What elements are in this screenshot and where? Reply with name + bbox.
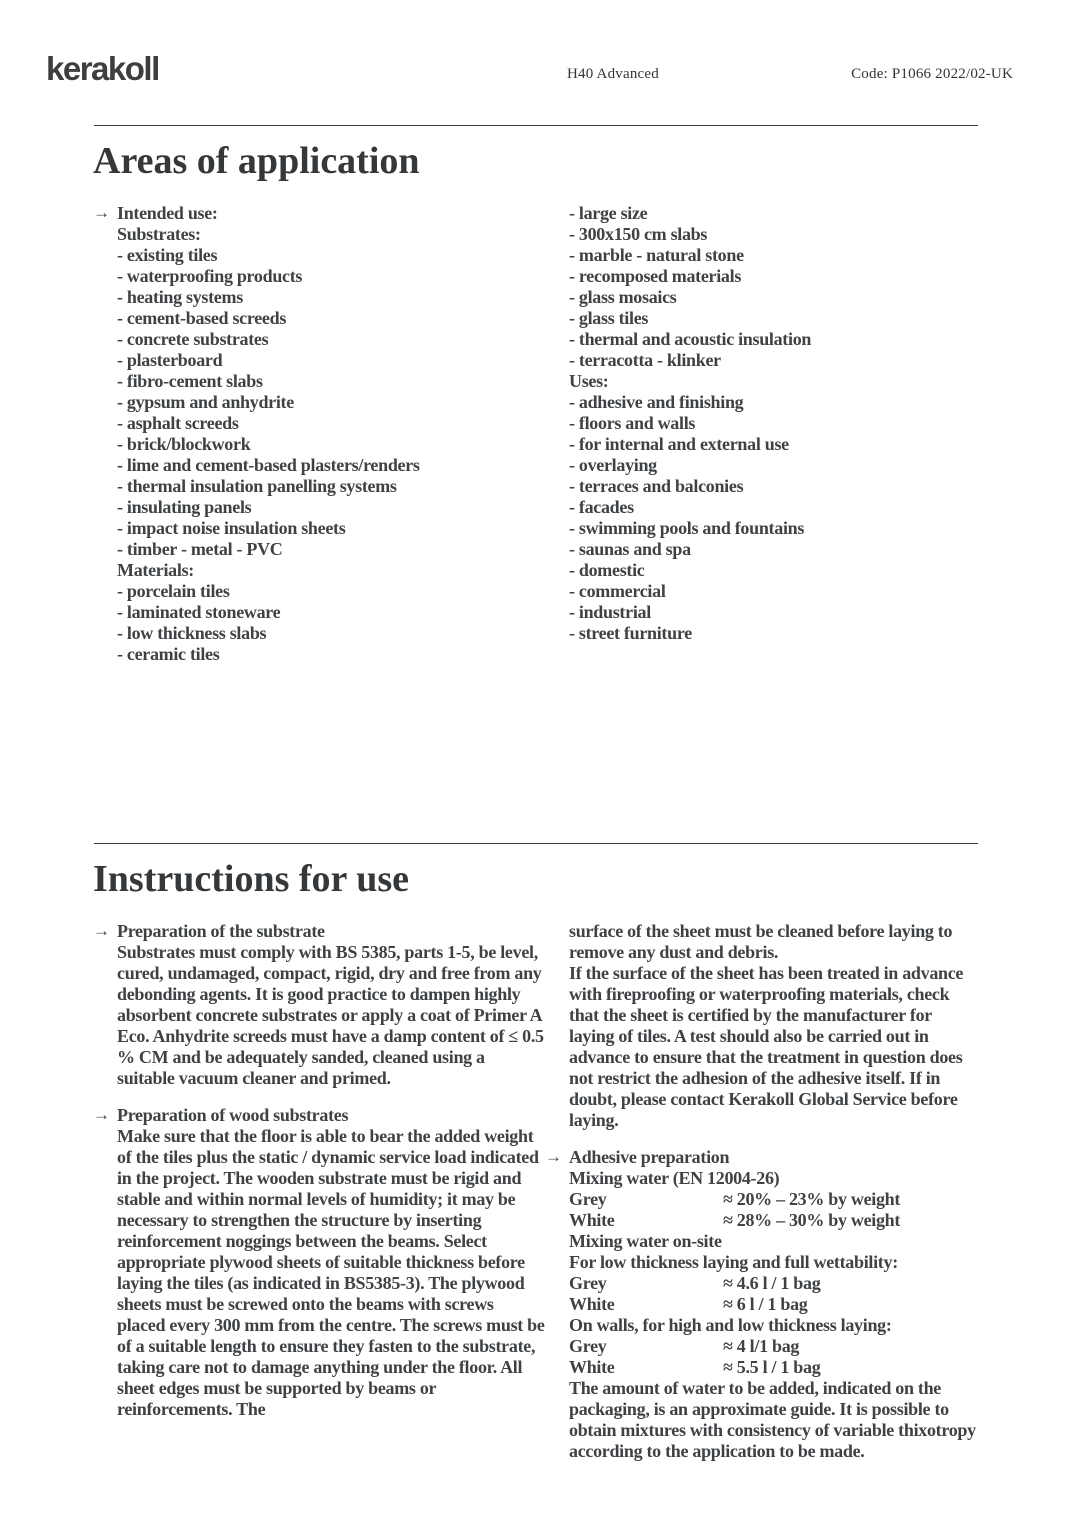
list-line-text: - ceramic tiles [117,644,220,664]
list-line [93,308,545,329]
list-line [93,287,545,308]
ratio-value: ≈ 4 l/1 bag [723,1336,800,1356]
list-line [93,266,545,287]
block-heading: Preparation of the substrate [117,921,325,941]
block-paragraph: The amount of water to be added, indicated on the packaging, is an approximate guide. It is possible to obtain mixtures with consistency of variable thixotropy according to the application to be made. [569,1378,976,1461]
list-line [545,350,980,371]
list-line-text: - porcelain tiles [117,581,230,601]
list-line [93,518,545,539]
list-line-text: - fibro-cement slabs [117,371,263,391]
list-line [93,203,545,224]
ratio-value: ≈ 5.5 l / 1 bag [723,1357,821,1377]
list-line-text: - for internal and external use [569,434,789,454]
list-line-text: - 300x150 cm slabs [569,224,708,244]
list-line [93,224,545,245]
list-line [93,329,545,350]
list-line [545,623,980,644]
areas-right-column [545,203,980,665]
header-product-name: H40 Advanced [567,66,659,82]
list-line [545,476,980,497]
list-line [93,623,545,644]
low-thickness-heading-line: For low thickness laying and full wettability: [569,1252,898,1272]
instructions-section-title: Instructions for use [93,858,409,900]
list-line [545,539,980,560]
ratio-label: Grey [569,1273,607,1293]
list-line-text: - commercial [569,581,666,601]
wood-substrate-preparation-block [93,1105,545,1420]
list-line-text: - industrial [569,602,651,622]
list-line [545,518,980,539]
water-ratio-row [569,1294,980,1315]
list-line [545,434,980,455]
list-line-text: - facades [569,497,634,517]
list-line-text: - thermal and acoustic insulation [569,329,812,349]
list-line [93,455,545,476]
list-line [93,539,545,560]
list-line-text: - impact noise insulation sheets [117,518,346,538]
list-line-text: - recomposed materials [569,266,742,286]
arrow-icon: → [93,921,110,940]
list-line [93,581,545,602]
block-heading: Preparation of wood substrates [117,1105,349,1125]
list-line [545,203,980,224]
list-line [93,245,545,266]
list-line-text: - marble - natural stone [569,245,744,265]
ratio-label: White [569,1294,615,1314]
ratio-value: ≈ 28% – 30% by weight [723,1210,901,1230]
kerakoll-logo: kerakoll [46,50,159,87]
instructions-right-column [545,921,980,1478]
block-heading: Adhesive preparation [569,1147,730,1167]
list-line-text: - concrete substrates [117,329,269,349]
list-line [93,392,545,413]
list-line-text: - swimming pools and fountains [569,518,805,538]
instructions-left-column [93,921,545,1478]
list-line [545,287,980,308]
walls-laying-heading-line: On walls, for high and low thickness laying: [569,1315,892,1335]
list-line-text: - waterproofing products [117,266,303,286]
list-line-text: - low thickness slabs [117,623,267,643]
mixing-water-standard-line: Mixing water (EN 12004-26) [569,1168,780,1188]
instructions-columns [93,921,980,1478]
list-line-text: - plasterboard [117,350,223,370]
list-line [93,560,545,581]
list-line [545,308,980,329]
list-line [545,581,980,602]
list-line [93,644,545,665]
mixing-water-onsite-line: Mixing water on-site [569,1231,722,1251]
list-line-text: - laminated stoneware [117,602,281,622]
areas-left-column [93,203,545,665]
list-line [93,476,545,497]
areas-columns [93,203,980,665]
list-line-text: - floors and walls [569,413,696,433]
list-line [545,371,980,392]
water-ratio-row [569,1210,980,1231]
list-line [93,350,545,371]
section-divider-areas [94,125,978,126]
list-line [545,413,980,434]
list-line [545,392,980,413]
list-line [545,497,980,518]
list-line [93,602,545,623]
block-paragraph: If the surface of the sheet has been treated in advance with fireproofing or waterproofing materials, check that the sheet is certified by the manufacturer for laying of tiles. A test should also be carried out in advance to ensure that the treatment in question does not restrict the adhesion of the adhesive itself. If in doubt, please contact Kerakoll Global Service before laying. [569,963,964,1130]
list-line-text: - glass tiles [569,308,649,328]
section-divider-instructions [94,843,978,844]
list-line [545,224,980,245]
list-line [93,434,545,455]
areas-section-title: Areas of application [93,140,420,182]
ratio-label: White [569,1210,615,1230]
list-line-text: - domestic [569,560,645,580]
water-ratio-row [569,1273,980,1294]
list-line-text: - adhesive and finishing [569,392,744,412]
ratio-label: Grey [569,1336,607,1356]
ratio-value: ≈ 6 l / 1 bag [723,1294,808,1314]
arrow-icon: → [93,1105,110,1124]
list-line-text: Materials: [117,560,194,580]
list-line-text: - asphalt screeds [117,413,239,433]
substrate-preparation-block [93,921,545,1089]
list-line-text: Uses: [569,371,609,391]
list-line-text: Intended use: [117,203,218,223]
list-line-text: - heating systems [117,287,243,307]
arrow-icon: → [93,203,110,222]
list-line-text: - thermal insulation panelling systems [117,476,397,496]
adhesive-preparation-block [545,1147,980,1462]
ratio-label: White [569,1357,615,1377]
list-line-text: - cement-based screeds [117,308,287,328]
block-paragraph: Make sure that the floor is able to bear the added weight of the tiles plus the static / dynamic service load indicated in the project. The wooden substrate must be rigid and stable and within normal levels of humidity; it may be necessary to strengthen the structure by inserting reinforcement noggings between the beams. Select appropriate plywood sheets of suitable thickness before laying the tiles (as indicated in BS5385-3). The plywood sheets must be screwed onto the beams with screws placed every 300 mm from the centre. The screws must be of a suitable length to ensure they fasten to the substrate, taking care not to damage anything under the floor. All sheet edges must be supported by beams or reinforcements. The [117,1126,545,1419]
list-line-text: - terracotta - klinker [569,350,721,370]
list-line-text: - overlaying [569,455,657,475]
arrow-icon: → [545,1147,562,1166]
water-ratio-row [569,1357,980,1378]
list-line [545,602,980,623]
list-line-text: - lime and cement-based plasters/renders [117,455,420,475]
list-line-text: - terraces and balconies [569,476,744,496]
list-line-text: - glass mosaics [569,287,677,307]
list-line-text: - insulating panels [117,497,252,517]
list-line-text: - gypsum and anhydrite [117,392,294,412]
ratio-label: Grey [569,1189,607,1209]
list-line [545,560,980,581]
block-paragraph: surface of the sheet must be cleaned before laying to remove any dust and debris. [569,921,953,962]
list-line-text: - street furniture [569,623,692,643]
list-line-text: - timber - metal - PVC [117,539,283,559]
list-line-text: Substrates: [117,224,201,244]
list-line [93,497,545,518]
list-line [93,413,545,434]
sheet-surface-continuation-block [545,921,980,1131]
header-document-code: Code: P1066 2022/02-UK [851,66,1013,82]
list-line [93,371,545,392]
list-line-text: - existing tiles [117,245,218,265]
list-line [545,266,980,287]
ratio-value: ≈ 4.6 l / 1 bag [723,1273,821,1293]
ratio-value: ≈ 20% – 23% by weight [723,1189,901,1209]
list-line-text: - brick/blockwork [117,434,251,454]
list-line-text: - saunas and spa [569,539,691,559]
water-ratio-row [569,1336,980,1357]
block-paragraph: Substrates must comply with BS 5385, parts 1-5, be level, cured, undamaged, compact, rigid, dry and free from any debonding agents. It is good practice to dampen highly absorbent concrete substrates or apply a coat of Primer A Eco. Anhydrite screeds must have a damp content of ≤ 0.5 % CM and be adequately sanded, cleaned using a suitable vacuum cleaner and primed. [117,942,544,1088]
water-ratio-row [569,1189,980,1210]
list-line-text: - large size [569,203,648,223]
list-line [545,245,980,266]
list-line [545,329,980,350]
list-line [545,455,980,476]
